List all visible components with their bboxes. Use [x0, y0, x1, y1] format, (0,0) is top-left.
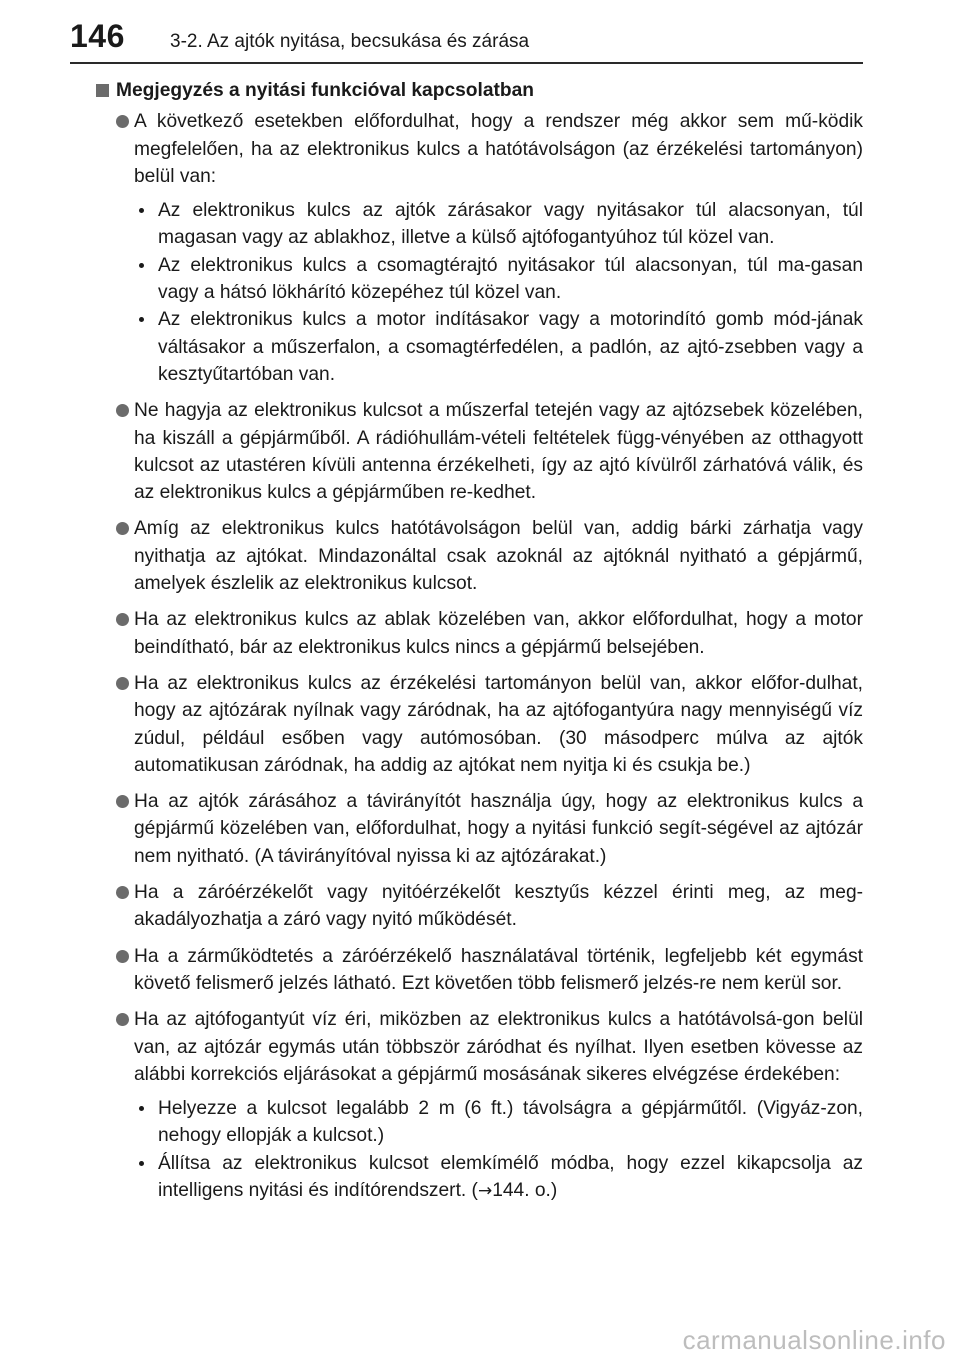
- sub-list-item-text: Az elektronikus kulcs a csomagtérajtó nyitásakor túl alacsonyan, túl ma-gasan vagy a hátsó lökhárító közepéhez túl közel van.: [158, 254, 863, 304]
- circle-bullet-icon: [116, 795, 129, 808]
- note-item-text: Ha az elektronikus kulcs az ablak közelében van, akkor előfordulhat, hogy a motor beindítható, bár az elektronikus kulcs nincs a gépjármű belsejében.: [134, 609, 863, 658]
- sub-list: [134, 1095, 863, 1205]
- dot-bullet-icon: [139, 1161, 144, 1166]
- note-item: [97, 606, 863, 661]
- sub-list-item-text: Az elektronikus kulcs az ajtók zárásakor vagy nyitásakor túl alacsonyan, túl magasan vagy az ablakhoz, illetve a külső ajtófogantyúhoz túl közel van.: [158, 200, 863, 249]
- page-header: [0, 0, 960, 64]
- chapter-title: 3-2. Az ajtók nyitása, becsukása és zárása: [170, 31, 530, 52]
- note-item-text: Ha a zárműködtetés a záróérzékelő használatával történik, legfeljebb két egymást követő felismerő jelzés látható. Ezt követően több felismerő jelzés-re nem kerül sor.: [134, 945, 863, 994]
- circle-bullet-icon: [116, 522, 129, 535]
- note-item-text: Ha az elektronikus kulcs az érzékelési tartományon belül van, akkor előfor-dulhat, hogy az ajtózárak nyílnak vagy záródnak, ha az ajtófogantyúra nagy mennyiségű víz zúdul, például esőben vagy autómosóban. (30 másodperc múlva az ajtók automatikusan záródnak, ha addig az ajtókat nem nyitja ki és csukja be.): [134, 672, 863, 776]
- note-item-text: Ne hagyja az elektronikus kulcsot a műszerfal tetején vagy az ajtózsebek közelében, ha kiszáll a gépjárműből. A rádióhullám-vételi feltételek függ-vényében az otthagyott kulcsot az utastéren kívüli antenna érzékelheti, így az ajtó kívülről zárhatóvá válik, és az elektronikus kulcs a gépjárműben re-kedhet.: [134, 400, 863, 504]
- circle-bullet-icon: [116, 115, 129, 128]
- note-item: [97, 943, 863, 998]
- section-heading-text: Megjegyzés a nyitási funkcióval kapcsolatban: [116, 80, 535, 101]
- sub-list: [134, 197, 863, 388]
- sub-list-item: [134, 252, 863, 307]
- sub-list-item-text: [158, 1153, 863, 1201]
- note-item-text: Ha az ajtófogantyút víz éri, miközben az elektronikus kulcs a hatótávolsá-gon belül van, az ajtózár egymás után többször záródhat és nyílhat. Ilyen esetben kövesse az alábbi korrekciós eljárásokat a gépjármű mosásának sikeres elvégzése érdekében:: [134, 1009, 863, 1085]
- note-item: [97, 879, 863, 934]
- dot-bullet-icon: [139, 317, 144, 322]
- page-reference-prefix: Állítsa az elektronikus kulcsot elemkímélő módba, hogy ezzel kikapcsolja az intelligens nyitási és indítórendszert. (: [158, 1152, 863, 1201]
- dot-bullet-icon: [139, 1106, 144, 1111]
- circle-bullet-icon: [116, 1013, 129, 1026]
- note-item: [97, 788, 863, 870]
- note-item: [97, 515, 863, 597]
- header-rule: [70, 62, 863, 64]
- note-item-text: Amíg az elektronikus kulcs hatótávolságon belül van, addig bárki zárhatja vagy nyithatja az ajtókat. Mindazonáltal csak azoknál az ajtóknál nyitható a gépjármű, amelyek észlelik az elektronikus kulcsot.: [134, 518, 863, 595]
- square-bullet-icon: [96, 84, 109, 97]
- sub-list-item: [134, 197, 863, 252]
- page-content: [97, 77, 863, 1214]
- note-item: [97, 670, 863, 779]
- circle-bullet-icon: [116, 886, 129, 899]
- note-item: [97, 1006, 863, 1205]
- arrow-right-icon: →: [477, 1180, 493, 1201]
- circle-bullet-icon: [116, 613, 129, 626]
- note-item-text: Ha az ajtók zárásához a távirányítót használja úgy, hogy az elektronikus kulcs a gépjármű közelében van, előfordulhat, hogy a nyitási funkció segít-ségével az ajtózár nem nyitható. (A távirányítóval nyissa ki az ajtózárakat.): [134, 791, 863, 867]
- dot-bullet-icon: [139, 208, 144, 213]
- watermark: carmanualsonline.info: [682, 1325, 946, 1355]
- sub-list-item-text: Az elektronikus kulcs a motor indításakor vagy a motorindító gomb mód-jának váltásakor a műszerfalon, a csomagtérfedélen, a padlón, az ajtó-zsebben vagy a kesztyűtartóban van.: [158, 309, 863, 385]
- section-heading: [97, 77, 863, 104]
- note-item-text: Ha a záróérzékelőt vagy nyitóérzékelőt kesztyűs kézzel érinti meg, az meg-akadályozhatja a záró vagy nyitó működését.: [134, 882, 863, 931]
- note-item: [97, 108, 863, 388]
- dot-bullet-icon: [139, 263, 144, 268]
- sub-list-item: [134, 306, 863, 388]
- note-item: [97, 397, 863, 506]
- note-item-text: A következő esetekben előfordulhat, hogy a rendszer még akkor sem mű-ködik megfelelően, ha az elektronikus kulcs a hatótávolságon (az érzékelési tartományon) belül van:: [134, 111, 863, 187]
- sub-list-item-text: Helyezze a kulcsot legalább 2 m (6 ft.) távolságra a gépjárműtől. (Vigyáz-zon, nehogy ellopják a kulcsot.): [158, 1098, 863, 1147]
- sub-list-item: [134, 1150, 863, 1206]
- page-reference-link[interactable]: 144. o.): [492, 1179, 558, 1201]
- circle-bullet-icon: [116, 677, 129, 690]
- circle-bullet-icon: [116, 950, 129, 963]
- circle-bullet-icon: [116, 404, 129, 417]
- page-number: 146: [70, 18, 125, 54]
- sub-list-item: [134, 1095, 863, 1150]
